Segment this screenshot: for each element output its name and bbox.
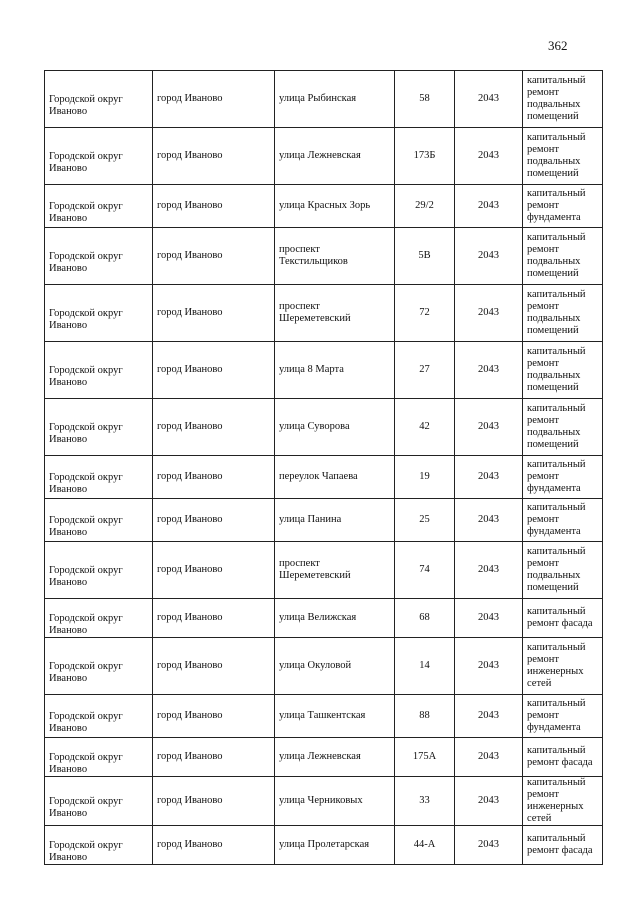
table-body (45, 71, 603, 865)
house-number-cell: 88 (395, 695, 455, 738)
street-cell: улица Ташкентская (275, 695, 395, 738)
street-cell: улица Лежневская (275, 128, 395, 185)
work-type-cell: капитальный ремонт фасада (523, 738, 603, 777)
work-type-cell: капитальный ремонт подвальных помещений (523, 399, 603, 456)
year-cell: 2043 (455, 285, 523, 342)
year-cell: 2043 (455, 185, 523, 228)
work-type-cell: капитальный ремонт фасада (523, 826, 603, 865)
table-row (45, 128, 603, 185)
table-row (45, 826, 603, 865)
city-cell: город Иваново (153, 71, 275, 128)
municipality-cell: Городской округ Иваново (45, 399, 153, 456)
city-cell: город Иваново (153, 185, 275, 228)
table-row (45, 228, 603, 285)
street-cell: проспект Текстильщиков (275, 228, 395, 285)
city-cell: город Иваново (153, 228, 275, 285)
municipality-cell: Городской округ Иваново (45, 777, 153, 826)
house-number-cell: 74 (395, 542, 455, 599)
street-cell: улица Пролетарская (275, 826, 395, 865)
house-number-cell: 29/2 (395, 185, 455, 228)
municipality-cell: Городской округ Иваново (45, 499, 153, 542)
municipality-cell: Городской округ Иваново (45, 638, 153, 695)
year-cell: 2043 (455, 542, 523, 599)
municipality-cell: Городской округ Иваново (45, 228, 153, 285)
street-cell: улица Панина (275, 499, 395, 542)
year-cell: 2043 (455, 777, 523, 826)
street-cell: улица Рыбинская (275, 71, 395, 128)
city-cell: город Иваново (153, 695, 275, 738)
table-row (45, 638, 603, 695)
table-row (45, 499, 603, 542)
year-cell: 2043 (455, 71, 523, 128)
city-cell: город Иваново (153, 399, 275, 456)
municipality-cell: Городской округ Иваново (45, 695, 153, 738)
street-cell: улица Лежневская (275, 738, 395, 777)
street-cell: улица Красных Зорь (275, 185, 395, 228)
street-cell: проспект Шереметевский (275, 285, 395, 342)
city-cell: город Иваново (153, 342, 275, 399)
table-row (45, 456, 603, 499)
table-row (45, 285, 603, 342)
year-cell: 2043 (455, 228, 523, 285)
city-cell: город Иваново (153, 456, 275, 499)
table-row (45, 542, 603, 599)
work-type-cell: капитальный ремонт фундамента (523, 499, 603, 542)
table-row (45, 695, 603, 738)
municipality-cell: Городской округ Иваново (45, 826, 153, 865)
city-cell: город Иваново (153, 777, 275, 826)
work-type-cell: капитальный ремонт фасада (523, 599, 603, 638)
municipality-cell: Городской округ Иваново (45, 738, 153, 777)
house-number-cell: 33 (395, 777, 455, 826)
table-row (45, 185, 603, 228)
year-cell: 2043 (455, 826, 523, 865)
city-cell: город Иваново (153, 499, 275, 542)
work-type-cell: капитальный ремонт подвальных помещений (523, 285, 603, 342)
work-type-cell: капитальный ремонт подвальных помещений (523, 128, 603, 185)
work-type-cell: капитальный ремонт фундамента (523, 185, 603, 228)
work-type-cell: капитальный ремонт инженерных сетей (523, 638, 603, 695)
street-cell: улица 8 Марта (275, 342, 395, 399)
house-number-cell: 175А (395, 738, 455, 777)
house-number-cell: 25 (395, 499, 455, 542)
page-number: 362 (548, 38, 568, 53)
work-type-cell: капитальный ремонт фундамента (523, 695, 603, 738)
street-cell: переулок Чапаева (275, 456, 395, 499)
year-cell: 2043 (455, 456, 523, 499)
year-cell: 2043 (455, 499, 523, 542)
repair-schedule-table (44, 70, 603, 865)
year-cell: 2043 (455, 128, 523, 185)
municipality-cell: Городской округ Иваново (45, 285, 153, 342)
city-cell: город Иваново (153, 285, 275, 342)
house-number-cell: 173Б (395, 128, 455, 185)
work-type-cell: капитальный ремонт фундамента (523, 456, 603, 499)
work-type-cell: капитальный ремонт подвальных помещений (523, 71, 603, 128)
year-cell: 2043 (455, 695, 523, 738)
municipality-cell: Городской округ Иваново (45, 128, 153, 185)
work-type-cell: капитальный ремонт подвальных помещений (523, 342, 603, 399)
table-row (45, 599, 603, 638)
table-row (45, 777, 603, 826)
house-number-cell: 5В (395, 228, 455, 285)
street-cell: проспект Шереметевский (275, 542, 395, 599)
street-cell: улица Суворова (275, 399, 395, 456)
year-cell: 2043 (455, 738, 523, 777)
house-number-cell: 72 (395, 285, 455, 342)
street-cell: улица Окуловой (275, 638, 395, 695)
table-row (45, 399, 603, 456)
work-type-cell: капитальный ремонт инженерных сетей (523, 777, 603, 826)
municipality-cell: Городской округ Иваново (45, 342, 153, 399)
street-cell: улица Черниковых (275, 777, 395, 826)
house-number-cell: 58 (395, 71, 455, 128)
house-number-cell: 44-А (395, 826, 455, 865)
house-number-cell: 68 (395, 599, 455, 638)
year-cell: 2043 (455, 599, 523, 638)
municipality-cell: Городской округ Иваново (45, 185, 153, 228)
municipality-cell: Городской округ Иваново (45, 599, 153, 638)
municipality-cell: Городской округ Иваново (45, 542, 153, 599)
street-cell: улица Велижская (275, 599, 395, 638)
city-cell: город Иваново (153, 638, 275, 695)
table-row (45, 71, 603, 128)
city-cell: город Иваново (153, 599, 275, 638)
year-cell: 2043 (455, 399, 523, 456)
house-number-cell: 14 (395, 638, 455, 695)
work-type-cell: капитальный ремонт подвальных помещений (523, 542, 603, 599)
house-number-cell: 42 (395, 399, 455, 456)
year-cell: 2043 (455, 342, 523, 399)
city-cell: город Иваново (153, 826, 275, 865)
city-cell: город Иваново (153, 542, 275, 599)
year-cell: 2043 (455, 638, 523, 695)
work-type-cell: капитальный ремонт подвальных помещений (523, 228, 603, 285)
house-number-cell: 27 (395, 342, 455, 399)
house-number-cell: 19 (395, 456, 455, 499)
city-cell: город Иваново (153, 738, 275, 777)
city-cell: город Иваново (153, 128, 275, 185)
table-row (45, 342, 603, 399)
table-row (45, 738, 603, 777)
municipality-cell: Городской округ Иваново (45, 71, 153, 128)
municipality-cell: Городской округ Иваново (45, 456, 153, 499)
